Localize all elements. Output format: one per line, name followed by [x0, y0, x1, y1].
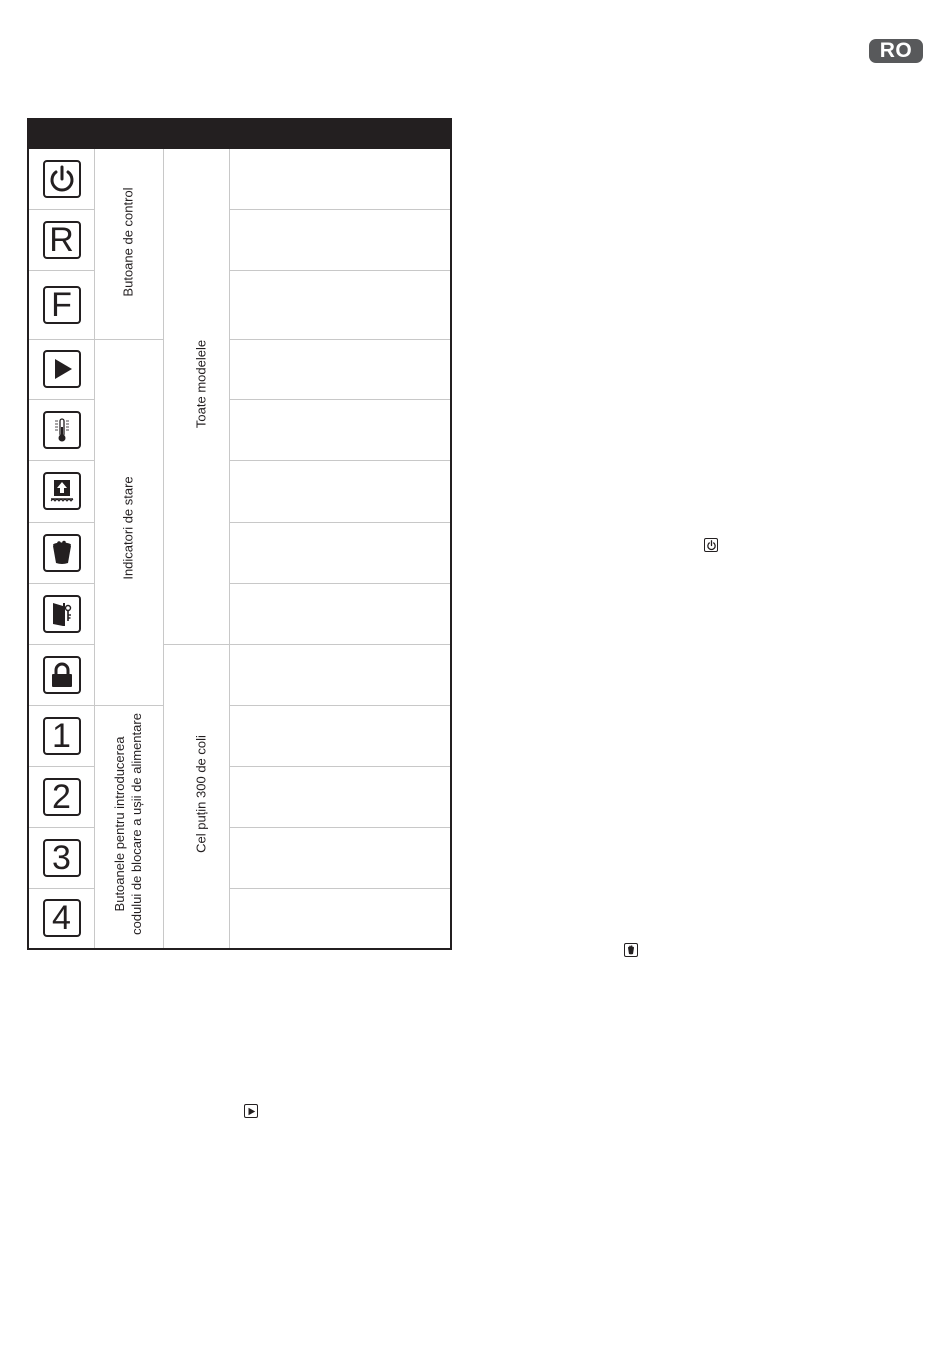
group-label-code-line2: codului de blocare a ușii de alimentare [129, 713, 144, 935]
table-header-bar [27, 118, 452, 149]
play-icon [244, 1104, 258, 1118]
bin-icon [624, 943, 638, 957]
bin-icon [43, 534, 81, 572]
table-row [29, 399, 94, 460]
table-row [29, 705, 94, 766]
control-panel-table [27, 118, 452, 950]
reverse-R-icon: R [43, 221, 81, 259]
table-row [29, 460, 94, 522]
table-row [29, 270, 94, 339]
bin-full-icon [43, 472, 81, 510]
table-row [29, 583, 94, 644]
group-label-code [111, 713, 145, 935]
key-1-icon: 1 [43, 717, 81, 755]
key-4-icon: 4 [43, 899, 81, 937]
table-row [29, 339, 94, 399]
padlock-icon [43, 656, 81, 694]
power-icon [43, 160, 81, 198]
power-icon [704, 538, 718, 552]
table-row [29, 644, 94, 705]
key-2-icon: 2 [43, 778, 81, 816]
key-3-icon: 3 [43, 839, 81, 877]
table-row [29, 888, 94, 948]
group-label-status: Indicatori de stare [120, 476, 136, 580]
models-label-300: Cel puțin 300 de coli [193, 735, 209, 853]
table-row [29, 209, 94, 270]
group-label-control: Butoane de control [120, 187, 136, 297]
forward-F-icon: F [43, 286, 81, 324]
table-row [29, 522, 94, 583]
door-open-icon [43, 595, 81, 633]
play-icon [43, 350, 81, 388]
models-label-all: Toate modelele [193, 339, 209, 429]
thermometer-icon [43, 411, 81, 449]
table-row [29, 149, 94, 209]
table-row [29, 766, 94, 827]
group-label-code-line1: Butoanele pentru introducerea [112, 736, 127, 912]
table-row [29, 827, 94, 888]
language-badge: RO [869, 39, 923, 63]
